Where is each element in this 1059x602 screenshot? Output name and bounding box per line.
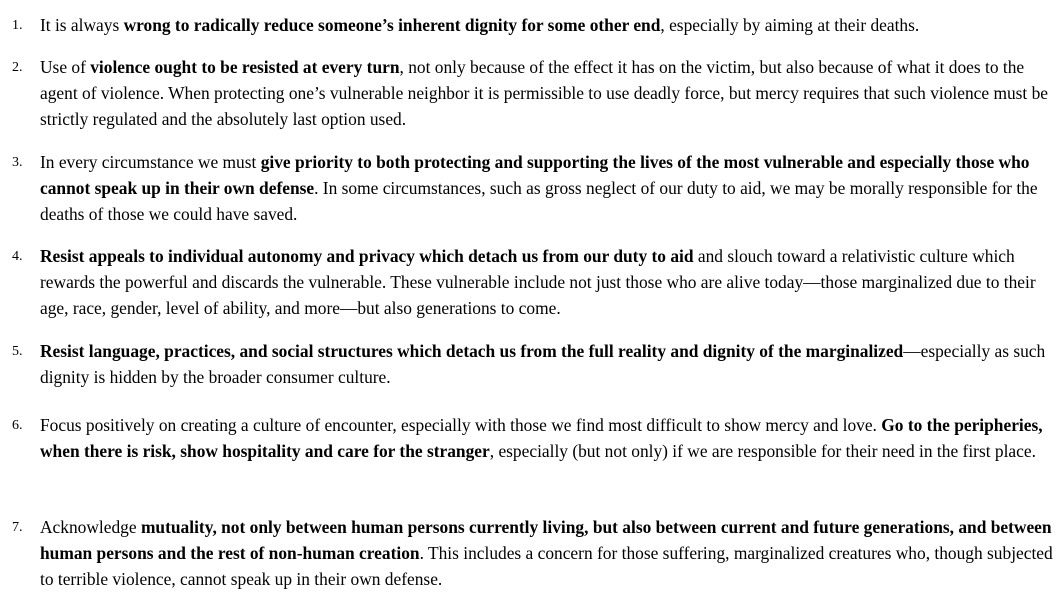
list-number: 7. [12, 520, 23, 535]
list-item-text [40, 149, 1053, 228]
text-run: , especially (but not only) if we are responsible for their need in the first place. [489, 441, 1036, 462]
list-item-text [40, 338, 1053, 390]
text-run: Use of [40, 57, 91, 77]
list-item-text [40, 243, 1053, 322]
text-run: , especially by aiming at their deaths. [660, 15, 920, 35]
text-run: Focus positively on creating a culture of encounter, especially with those we find most difficult to show mercy and love. [40, 415, 882, 435]
bold-text-run: give priority to both protecting and supporting the lives of the most vulnerable and especially those who cannot speak up in their own defense [40, 152, 1030, 199]
text-run: In every circumstance we must [40, 152, 261, 172]
bold-text-run: wrong to radically reduce someone’s inherent dignity for some other end [123, 15, 661, 35]
bold-text-run: mutuality, not only between human persons currently living, but also between current and future generations, and between human persons and the rest of non-human creation [40, 517, 1052, 564]
bold-text-run: Go to the peripheries, when there is risk, show hospitality and care for the stranger [40, 415, 1043, 462]
list-number: 6. [12, 418, 23, 433]
bold-text-run: violence ought to be resisted at every turn [90, 57, 400, 77]
text-run: —especially as such dignity is hidden by the broader consumer culture. [40, 341, 1046, 388]
list-number: 3. [12, 155, 23, 170]
text-run: . This includes a concern for those suffering, marginalized creatures who, though subjected to terrible violence, cannot speak up in their own defense. [40, 543, 1053, 590]
text-run: It is always [40, 15, 124, 35]
list-item-text [40, 412, 1053, 464]
list-number: 5. [12, 344, 23, 359]
list-number: 1. [12, 18, 23, 33]
bold-text-run: Resist appeals to individual autonomy and privacy which detach us from our duty to aid [40, 246, 694, 266]
text-run: and slouch toward a relativistic culture which rewards the powerful and discards the vulnerable. These vulnerable include not just those who are alive today—those marginalized due to their age, race, gender, level of ability, and more—but also generations to come. [40, 246, 1036, 319]
list-item-text [40, 514, 1053, 593]
text-run: . In some circumstances, such as gross neglect of our duty to aid, we may be morally responsible for the deaths of those we could have saved. [40, 178, 1038, 225]
list-number: 4. [12, 249, 23, 264]
list-item-text [40, 54, 1053, 133]
text-run: , not only because of the effect it has on the victim, but also because of what it does to the agent of violence. When protecting one’s vulnerable neighbor it is permissible to use deadly force, but mercy requires that such violence must be strictly regulated and the absolutely last option used. [40, 57, 1049, 130]
list-item-text [40, 12, 1053, 38]
text-run: Acknowledge [40, 517, 141, 537]
list-number: 2. [12, 60, 23, 75]
bold-text-run: Resist language, practices, and social structures which detach us from the full reality and dignity of the marginalized [40, 341, 904, 361]
